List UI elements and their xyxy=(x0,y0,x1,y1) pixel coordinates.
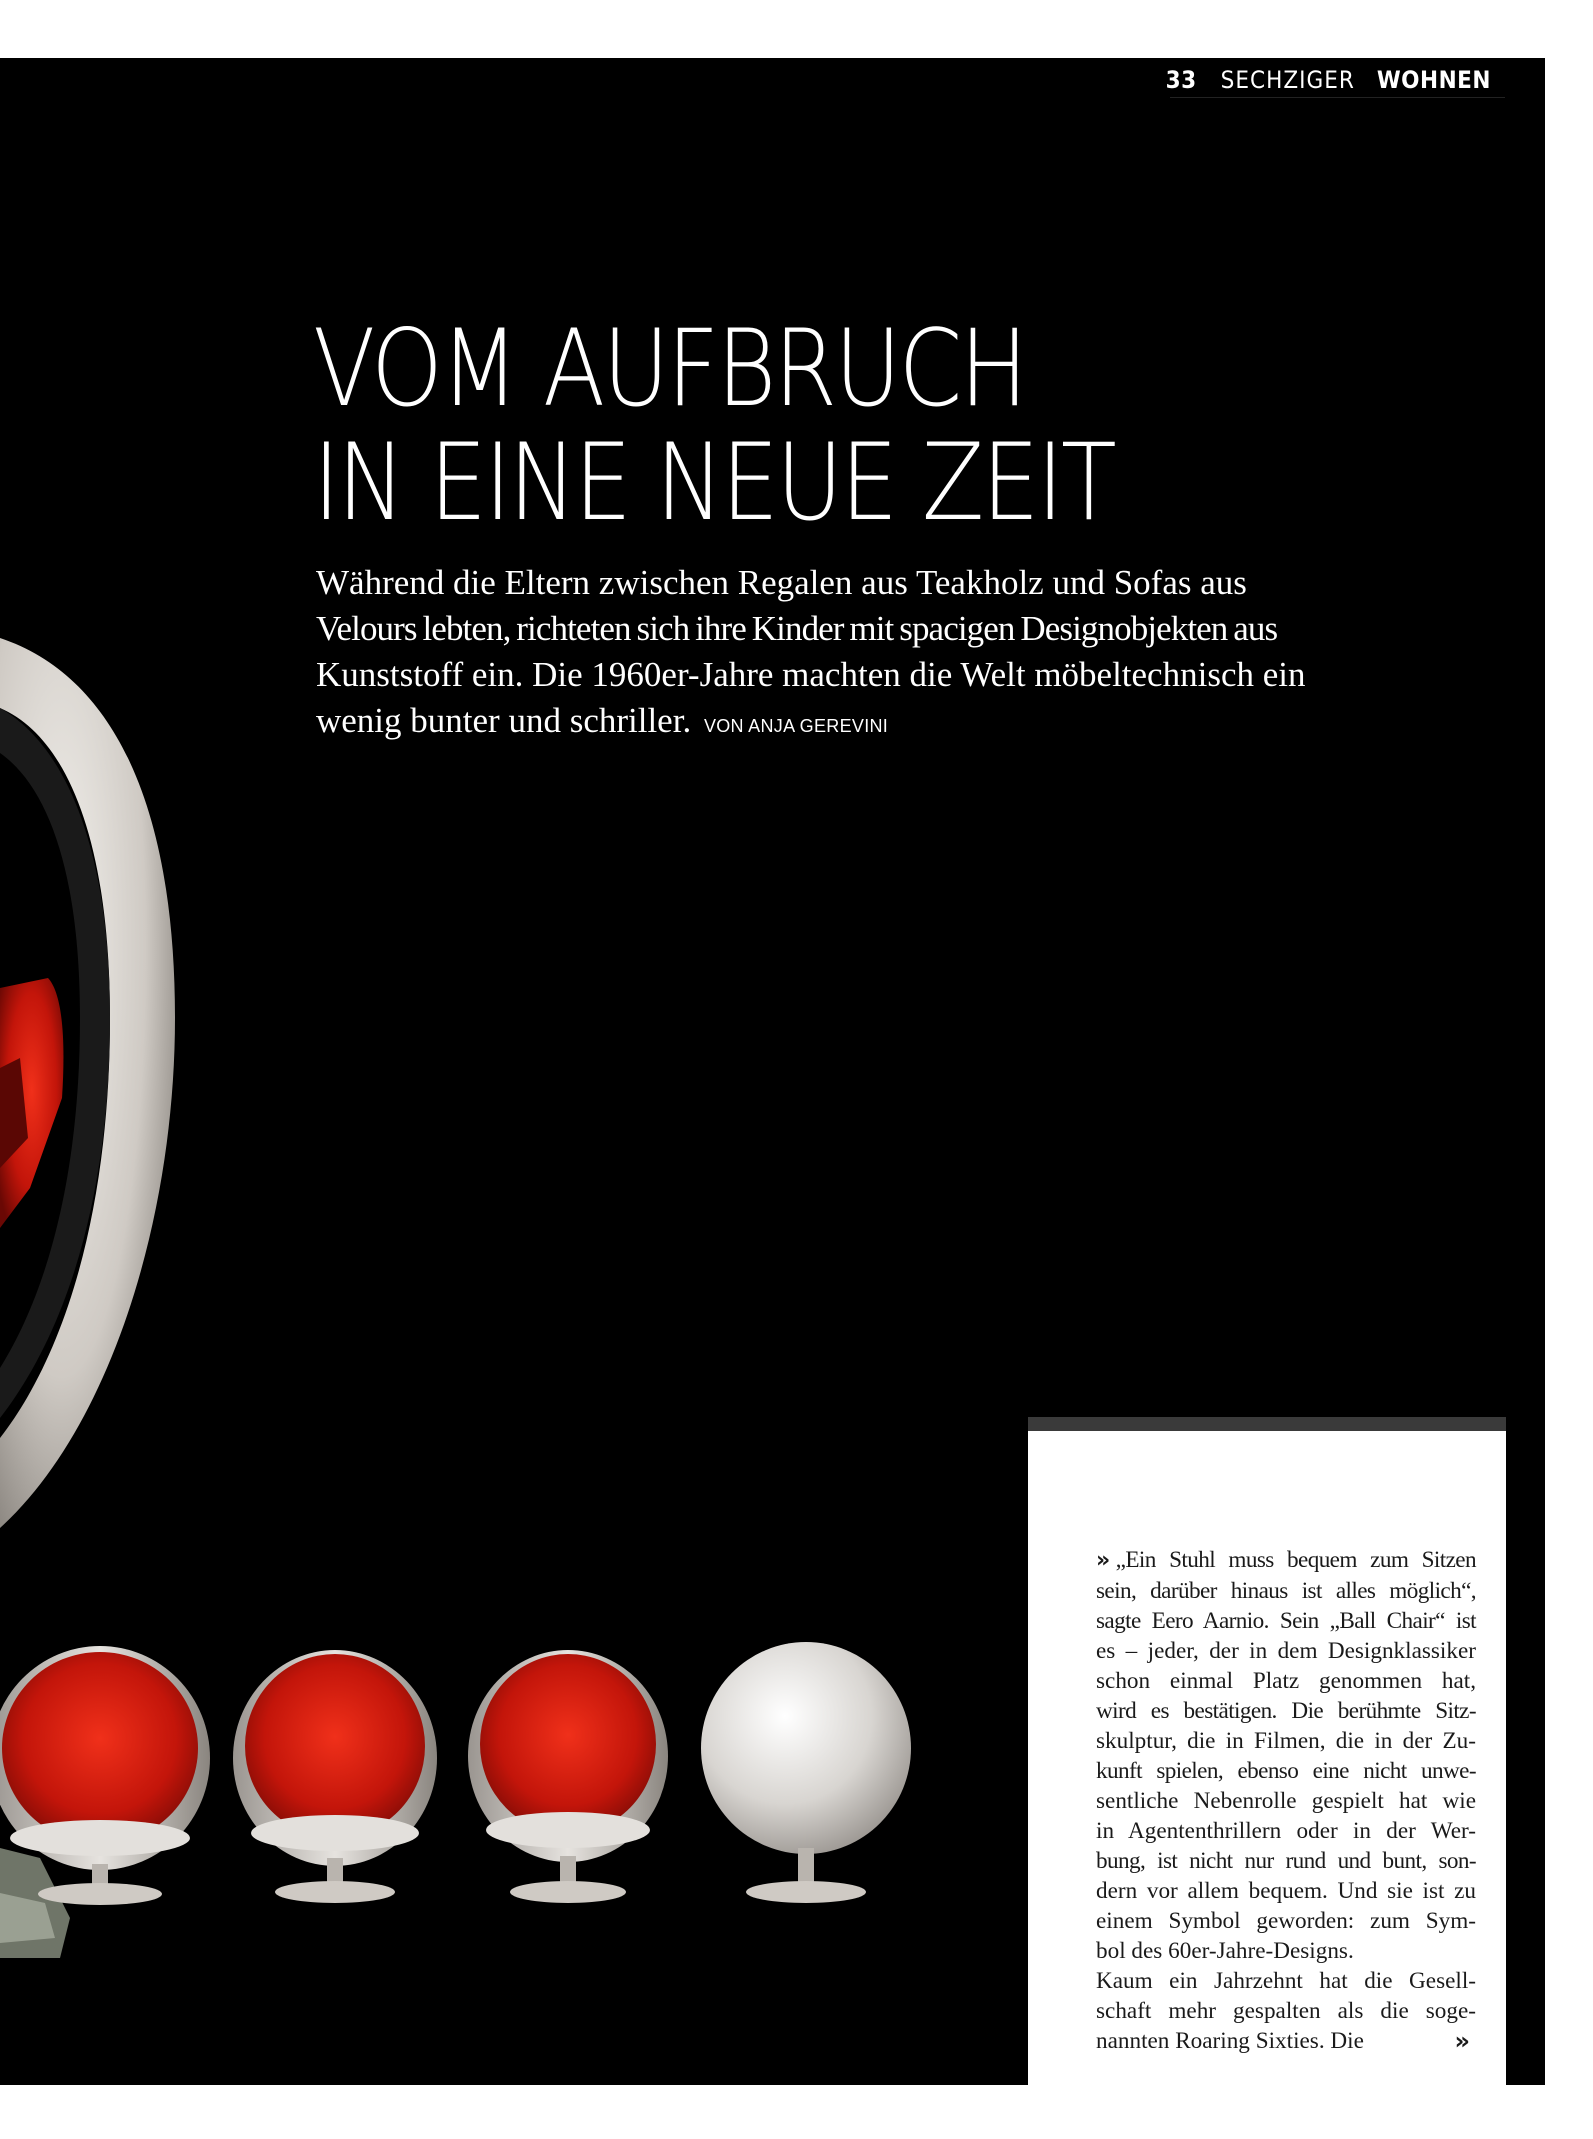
ball-chair-3 xyxy=(468,1650,668,1903)
article-line-text: wird es bestätigen. Die berühmte Sitz- xyxy=(1096,1698,1476,1724)
panel-top-bar xyxy=(1028,1417,1506,1431)
article-line xyxy=(1096,1606,1476,1636)
author-byline: VON ANJA GEREVINI xyxy=(703,716,889,736)
article-line xyxy=(1096,1696,1476,1726)
article-line-text: „Ein Stuhl muss bequem zum Sitzen xyxy=(1115,1547,1476,1573)
headline-line-1: VOM AUFBRUCH xyxy=(313,307,1026,430)
continue-mark: » xyxy=(1454,2027,1470,2055)
section-label: SECHZIGER xyxy=(1220,65,1355,94)
headline-line-2: IN EINE NEUE ZEIT xyxy=(313,421,1115,544)
article-line xyxy=(1096,1996,1476,2026)
article-line xyxy=(1096,1636,1476,1666)
article-line-text: Kaum ein Jahrzehnt hat die Gesell- xyxy=(1096,1968,1476,1994)
article-line-text: sein, darüber hinaus ist alles möglich“, xyxy=(1096,1578,1476,1604)
article-line xyxy=(1096,1666,1476,1696)
start-quote-mark: » xyxy=(1096,1548,1110,1573)
page-header xyxy=(1165,62,1505,98)
article-line xyxy=(1096,1876,1476,1906)
article-line xyxy=(1096,1966,1476,1996)
article-line-text: skulptur, die in Filmen, die in der Zu- xyxy=(1096,1728,1476,1754)
article-line-text: bol des 60er-Jahre-Designs. xyxy=(1096,1938,1354,1964)
article-line xyxy=(1096,1545,1476,1576)
intro-text xyxy=(316,560,1416,749)
article-line-text: kunft spielen, ebenso eine nicht unwe- xyxy=(1096,1758,1476,1784)
article-line-text: schaft mehr gespalten als die soge- xyxy=(1096,1998,1476,2024)
intro-line-4-text: wenig bunter und schriller. xyxy=(316,701,692,740)
article-line-text: es – jeder, der in dem Designklassiker xyxy=(1096,1638,1476,1664)
article-body xyxy=(1096,1545,1476,2056)
article-line xyxy=(1096,1906,1476,1936)
intro-line-4 xyxy=(316,698,1416,749)
article-line xyxy=(1096,1576,1476,1606)
intro-line-3: Kunststoff ein. Die 1960er-Jahre machten die Welt möbeltechnisch ein xyxy=(316,655,1306,694)
article-line xyxy=(1096,2026,1476,2056)
ball-chair-4-back xyxy=(701,1642,911,1903)
intro-line-2: Velours lebten, richteten sich ihre Kinder mit spacigen Designobjekten aus xyxy=(316,609,1278,648)
headline xyxy=(313,307,1173,544)
article-line-text: bung, ist nicht nur rund und bunt, son- xyxy=(1096,1848,1476,1874)
article-line xyxy=(1096,1816,1476,1846)
article-line xyxy=(1096,1846,1476,1876)
article-line-text: sentliche Nebenrolle gespielt hat wie xyxy=(1096,1788,1476,1814)
ball-chair-2 xyxy=(233,1650,437,1903)
article-line-text: dern vor allem bequem. Und sie ist zu xyxy=(1096,1878,1476,1904)
article-line xyxy=(1096,1726,1476,1756)
intro-line-1: Während die Eltern zwischen Regalen aus Teakholz und Sofas aus xyxy=(316,563,1247,602)
category-label: WOHNEN xyxy=(1376,65,1491,94)
article-line xyxy=(1096,1786,1476,1816)
ball-chair-row xyxy=(0,1642,911,1905)
article-line-text: sagte Eero Aarnio. Sein „Ball Chair“ ist xyxy=(1096,1608,1476,1634)
page-number: 33 xyxy=(1165,65,1197,94)
article-line-text: schon einmal Platz genommen hat, xyxy=(1096,1668,1476,1694)
article-line xyxy=(1096,1756,1476,1786)
article-line-text: in Agententhrillern oder in der Wer- xyxy=(1096,1818,1476,1844)
article-line-text: einem Symbol geworden: zum Sym- xyxy=(1096,1908,1476,1934)
article-line xyxy=(1096,1936,1476,1966)
article-line-text: nannten Roaring Sixties. Die xyxy=(1096,2028,1364,2054)
